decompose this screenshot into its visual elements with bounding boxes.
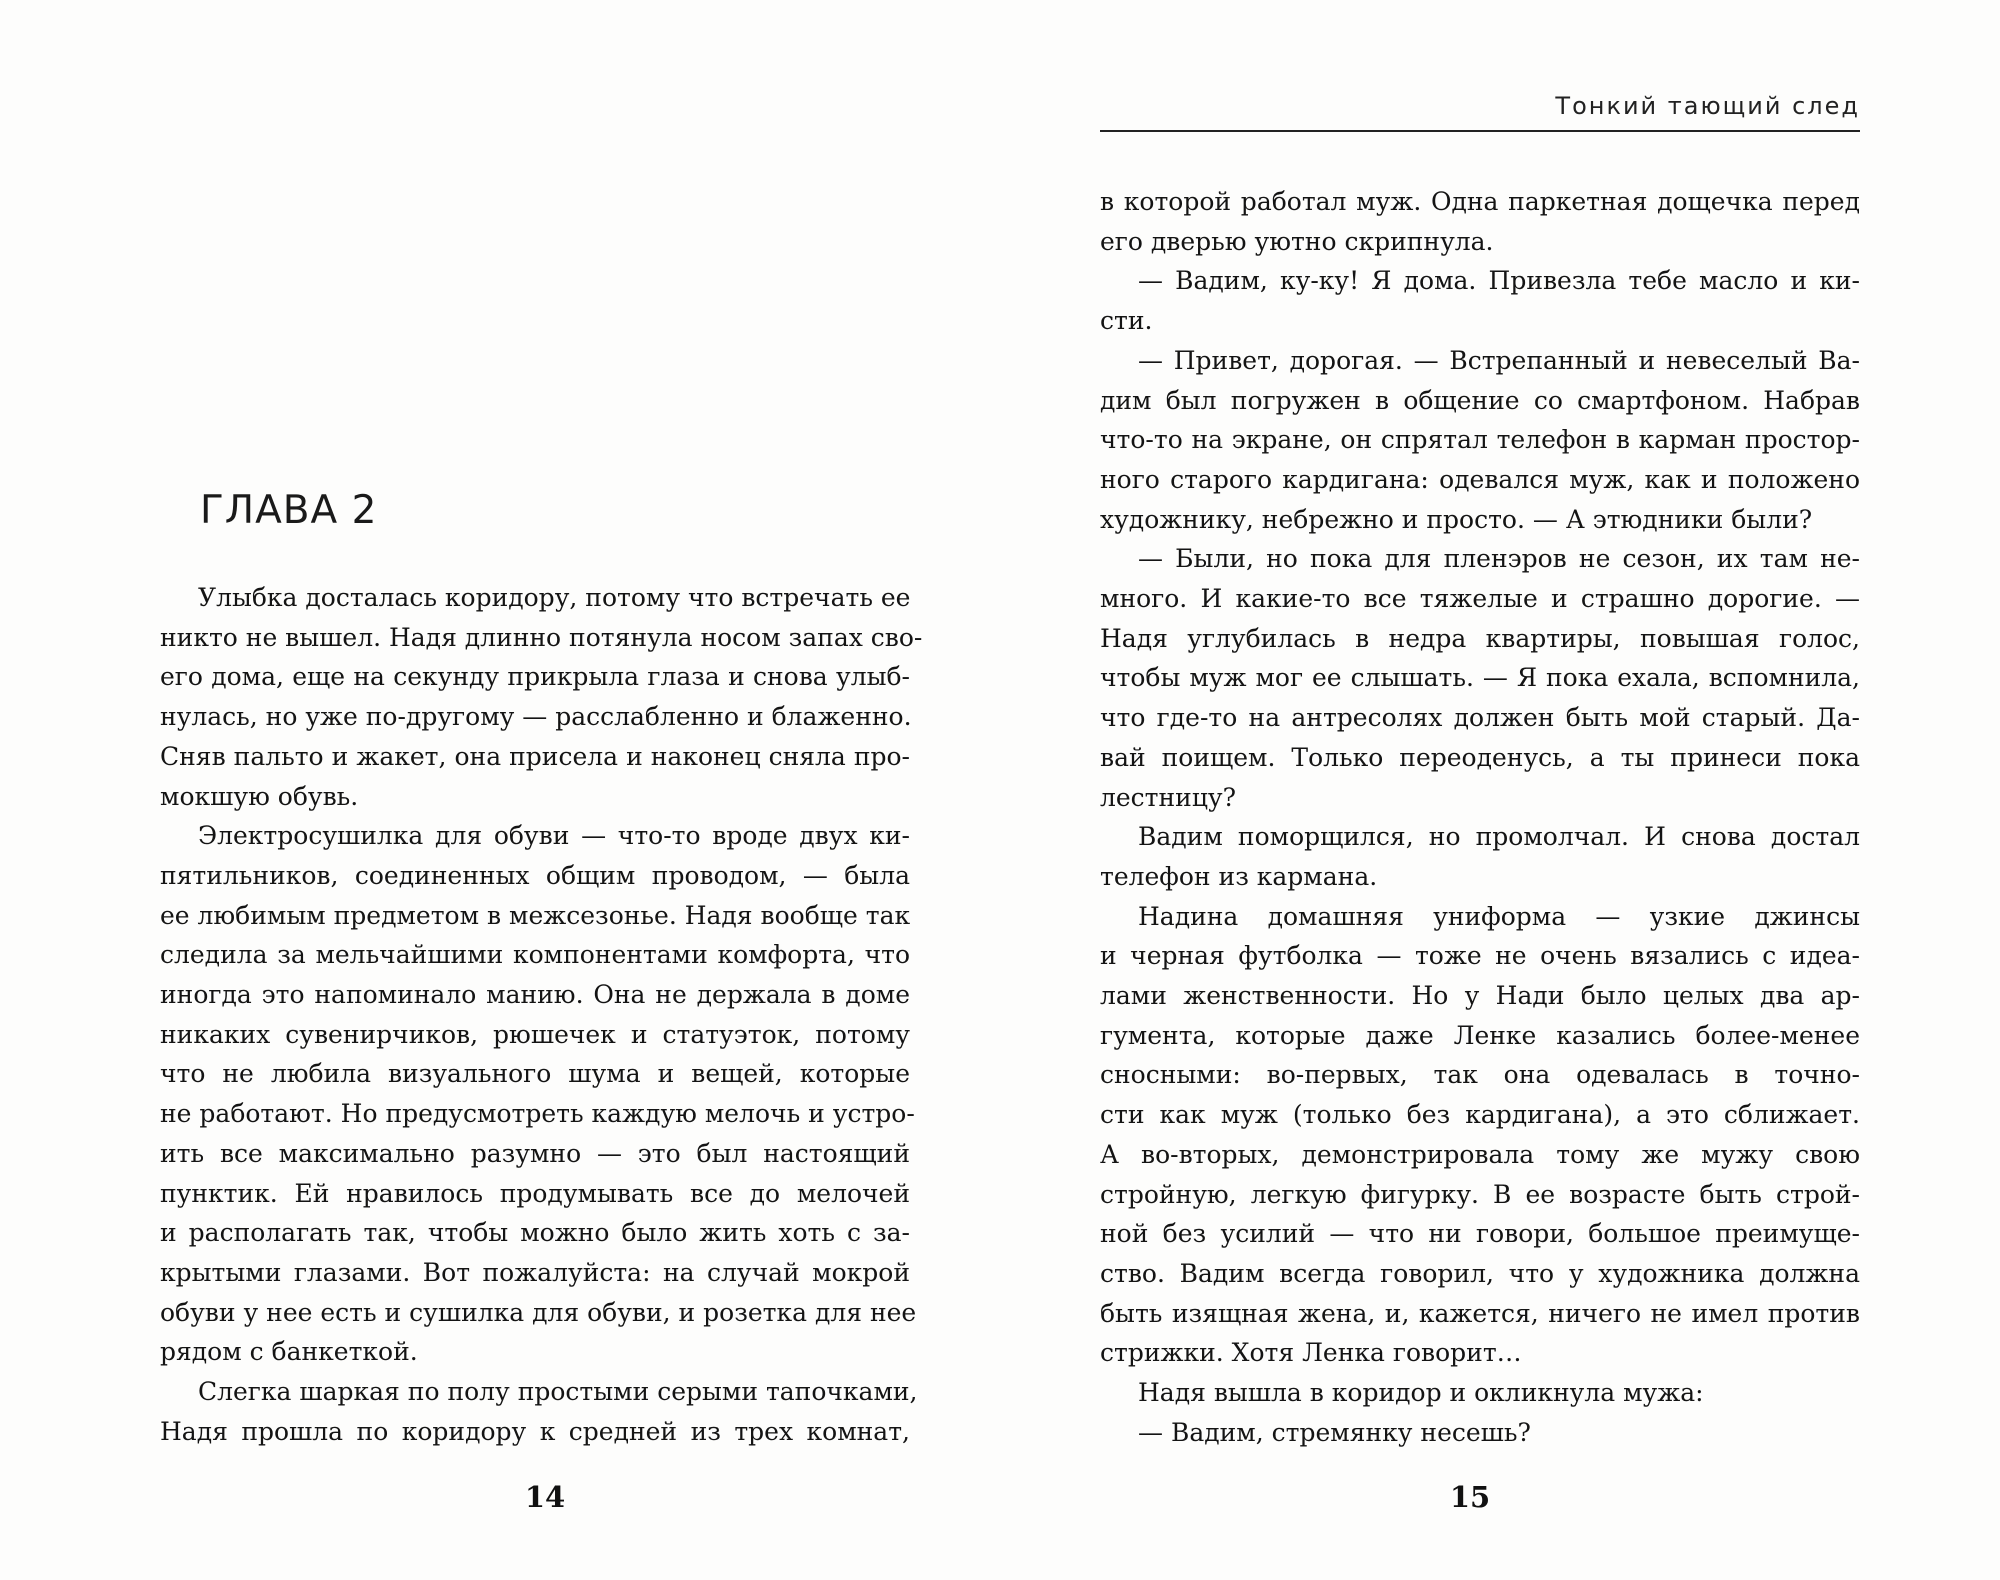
text-line: стройную, легкую фигурку. В ее возрасте быть строй- [1100,1179,1860,1209]
text-line: лами женственности. Но у Нади было целых два ар- [1100,981,1860,1011]
text-line: сносными: во-первых, так она одевалась в точно- [1100,1060,1860,1090]
text-line: Вадим поморщился, но промолчал. И снова достал [1138,822,1860,852]
text-line: мокшую обувь. [160,781,359,811]
text-line: сти. [1100,306,1153,336]
left-page-text [160,578,923,1451]
text-line: не работают. Но предусмотреть каждую мелочь и устро- [160,1099,915,1129]
text-line: лестницу? [1100,782,1237,812]
text-line: — Привет, дорогая. — Встрепанный и невеселый Ва- [1138,345,1860,375]
text-line: ее любимым предметом в межсезонье. Надя вообще так [160,900,911,930]
running-head: Тонкий тающий след [1100,92,1860,132]
right-page [1000,0,2000,1580]
text-line: его дома, еще на секунду прикрыла глаза и снова улыб- [160,662,910,692]
text-line: ство. Вадим всегда говорил, что у художника должна [1100,1258,1860,1288]
text-line: сти как муж (только без кардигана), а это сближает. [1100,1100,1860,1130]
text-line: вай поищем. Только переоденусь, а ты принеси пока [1100,742,1860,772]
text-line: Надина домашняя униформа — узкие джинсы [1138,901,1860,931]
text-line: А во-вторых, демонстрировала тому же мужу свою [1100,1139,1860,1169]
chapter-title: ГЛАВА 2 [200,488,378,533]
text-line: — Вадим, ку-ку! Я дома. Привезла тебе масло и ки- [1138,266,1860,296]
text-line: Улыбка досталась коридору, потому что встречать ее [198,583,911,612]
text-line: ной без усилий — что ни говори, большое преимуще- [1100,1219,1860,1249]
text-line: ить все максимально разумно — это был настоящий [160,1138,910,1168]
text-line: и черная футболка — тоже не очень вязались с идеа- [1100,941,1860,971]
text-line: — Были, но пока для пленэров не сезон, их там не- [1138,544,1860,574]
text-line: пятильников, соединенных общим проводом, — была [160,860,910,890]
text-line: никто не вышел. Надя длинно потянула носом запах сво- [160,622,923,652]
text-line: Слегка шаркая по полу простыми серыми тапочками, [198,1377,918,1407]
text-line: в которой работал муж. Одна паркетная дощечка перед [1100,187,1860,216]
text-line: и располагать так, чтобы можно было жить хоть с за- [160,1218,910,1248]
text-line: никаких сувенирчиков, рюшечек и статуэток, потому [160,1019,910,1049]
text-line: — Вадим, стремянку несешь? [1138,1417,1531,1447]
text-line: рядом с банкеткой. [160,1337,418,1367]
text-line: что не любила визуального шума и вещей, которые [160,1059,910,1089]
right-page-text [1100,182,1860,1453]
text-line: нулась, но уже по-другому — расслабленно и блаженно. [160,702,912,732]
text-line: Надя прошла по коридору к средней из трех комнат, [160,1416,910,1446]
text-line: гумента, которые даже Ленке казались более-менее [1100,1020,1860,1050]
text-line: Сняв пальто и жакет, она присела и наконец сняла про- [160,741,910,771]
text-line: много. И какие-то все тяжелые и страшно дорогие. — [1100,584,1860,614]
text-line: телефон из кармана. [1100,861,1378,891]
text-line: следила за мельчайшими компонентами комфорта, что [160,940,910,970]
text-line: Надя вышла в коридор и окликнула мужа: [1138,1378,1704,1408]
text-line: пунктик. Ей нравилось продумывать все до мелочей [160,1178,910,1208]
text-line: крытыми глазами. Вот пожалуйста: на случай мокрой [160,1257,910,1287]
text-line: его дверью уютно скрипнула. [1100,226,1494,256]
text-line: что где-то на антресолях должен быть мой старый. Да- [1100,703,1860,733]
text-line: что-то на экране, он спрятал телефон в карман простор- [1100,425,1860,455]
text-line: Электросушилка для обуви — что-то вроде двух ки- [198,821,910,851]
page-number: 14 [524,1480,566,1514]
text-line: стрижки. Хотя Ленка говорит… [1100,1338,1522,1368]
text-line: дим был погружен в общение со смартфоном. Набрав [1100,385,1860,415]
text-line: художнику, небрежно и просто. — А этюдники были? [1100,504,1813,534]
text-line: быть изящная жена, и, кажется, ничего не имел против [1100,1298,1860,1328]
text-line: обуви у нее есть и сушилка для обуви, и розетка для нее [160,1297,917,1327]
text-line: чтобы муж мог ее слышать. — Я пока ехала, вспомнила, [1100,663,1860,693]
text-line: ного старого кардигана: одевался муж, как и положено [1100,464,1860,494]
page-number: 15 [1449,1480,1491,1514]
text-line: иногда это напоминало манию. Она не держала в доме [160,980,910,1010]
text-line: Надя углубилась в недра квартиры, повышая голос, [1100,623,1860,653]
